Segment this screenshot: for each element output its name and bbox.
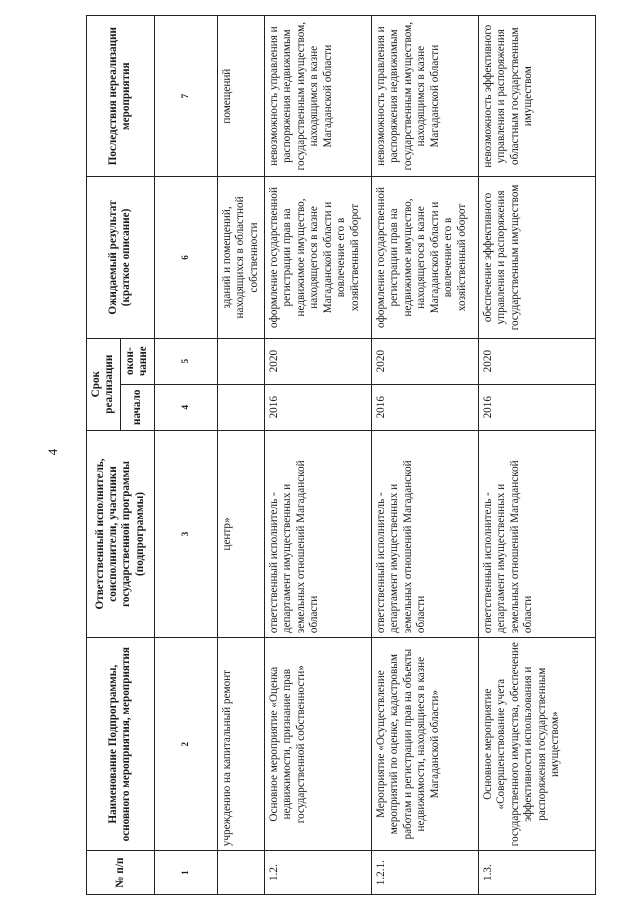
header-num: № п/п: [87, 851, 155, 895]
row-executor: центр»: [217, 430, 264, 637]
row-num: 1.3.: [479, 851, 596, 895]
row-executor: ответственный исполнитель - департамент имущественных и земельных отношений Магаданской области: [479, 430, 596, 637]
header-row: [87, 16, 121, 895]
row-num: [217, 851, 264, 895]
row-start: [217, 384, 264, 430]
header-start: начало: [120, 384, 154, 430]
row-name: Основное мероприятие «Оценка недвижимости, признание прав государственной собственности»: [265, 638, 372, 851]
header-result: Ожидаемый результат (краткое описание): [87, 177, 155, 338]
column-number: 2: [154, 638, 217, 851]
row-executor: ответственный исполнитель - департамент имущественных и земельных отношений Магаданской области: [265, 430, 372, 637]
row-consequence: невозможность управления и распоряжения недвижимым государственным имуществом, находящимся в казне Магаданской области: [372, 16, 479, 177]
row-consequence: невозможность эффективного управления и распоряжения областным государственным имуществом: [479, 16, 596, 177]
column-number: 3: [154, 430, 217, 637]
row-start: 2016: [372, 384, 479, 430]
row-result: оформление государственной регистрации прав на недвижимое имущество, находящегося в казне Магаданской области и вовлечение его в хозяйственный оборот: [265, 177, 372, 338]
row-start: 2016: [265, 384, 372, 430]
row-result: оформление государственной регистрации прав на недвижимое имущество, находящегося в казне Магаданской области и вовлечение его в хозяйственный оборот: [372, 177, 479, 338]
column-number-row: [154, 16, 217, 895]
column-number: 5: [154, 338, 217, 384]
row-num: 1.2.1.: [372, 851, 479, 895]
row-consequence: помещений: [217, 16, 264, 177]
header-end: окон-чание: [120, 338, 154, 384]
row-result: зданий и помещений, находящихся в областной собственности: [217, 177, 264, 338]
row-consequence: невозможность управления и распоряжения недвижимым государственным имуществом, находящимся в казне Магаданской области: [265, 16, 372, 177]
page-number: 4: [45, 448, 60, 456]
table-row: [217, 16, 264, 895]
column-number: 7: [154, 16, 217, 177]
row-name: учреждению на капитальный ремонт: [217, 638, 264, 851]
column-number: 6: [154, 177, 217, 338]
row-num: 1.2.: [265, 851, 372, 895]
row-name: Основное мероприятие «Совершенствование учета государственного имущества, обеспечение эффективности использования и распоряжения государственным имуществом»: [479, 638, 596, 851]
table-row: [372, 16, 479, 895]
row-end: [217, 338, 264, 384]
program-table: [86, 15, 596, 895]
header-executor: Ответственный исполнитель, соисполнители, участники государственной программы (подпрограммы): [87, 430, 155, 637]
header-consequence: Последствия нереализации мероприятия: [87, 16, 155, 177]
header-name: Наименование Подпрограммы, основного мероприятия, мероприятия: [87, 638, 155, 851]
row-executor: ответственный исполнитель - департамент имущественных и земельных отношений Магаданской области: [372, 430, 479, 637]
row-end: 2020: [479, 338, 596, 384]
column-number: 4: [154, 384, 217, 430]
row-result: обеспечение эффективного управления и распоряжения государственным имуществом: [479, 177, 596, 338]
column-number: 1: [154, 851, 217, 895]
row-end: 2020: [265, 338, 372, 384]
row-start: 2016: [479, 384, 596, 430]
row-name: Мероприятие «Осуществление мероприятий по оценке, кадастровым работам и регистрации прав на объекты недвижимости, находящиеся в казне Магаданской области»: [372, 638, 479, 851]
header-period: Срок реализации: [87, 338, 121, 430]
row-end: 2020: [372, 338, 479, 384]
table-row: [265, 16, 372, 895]
table-row: [479, 16, 596, 895]
